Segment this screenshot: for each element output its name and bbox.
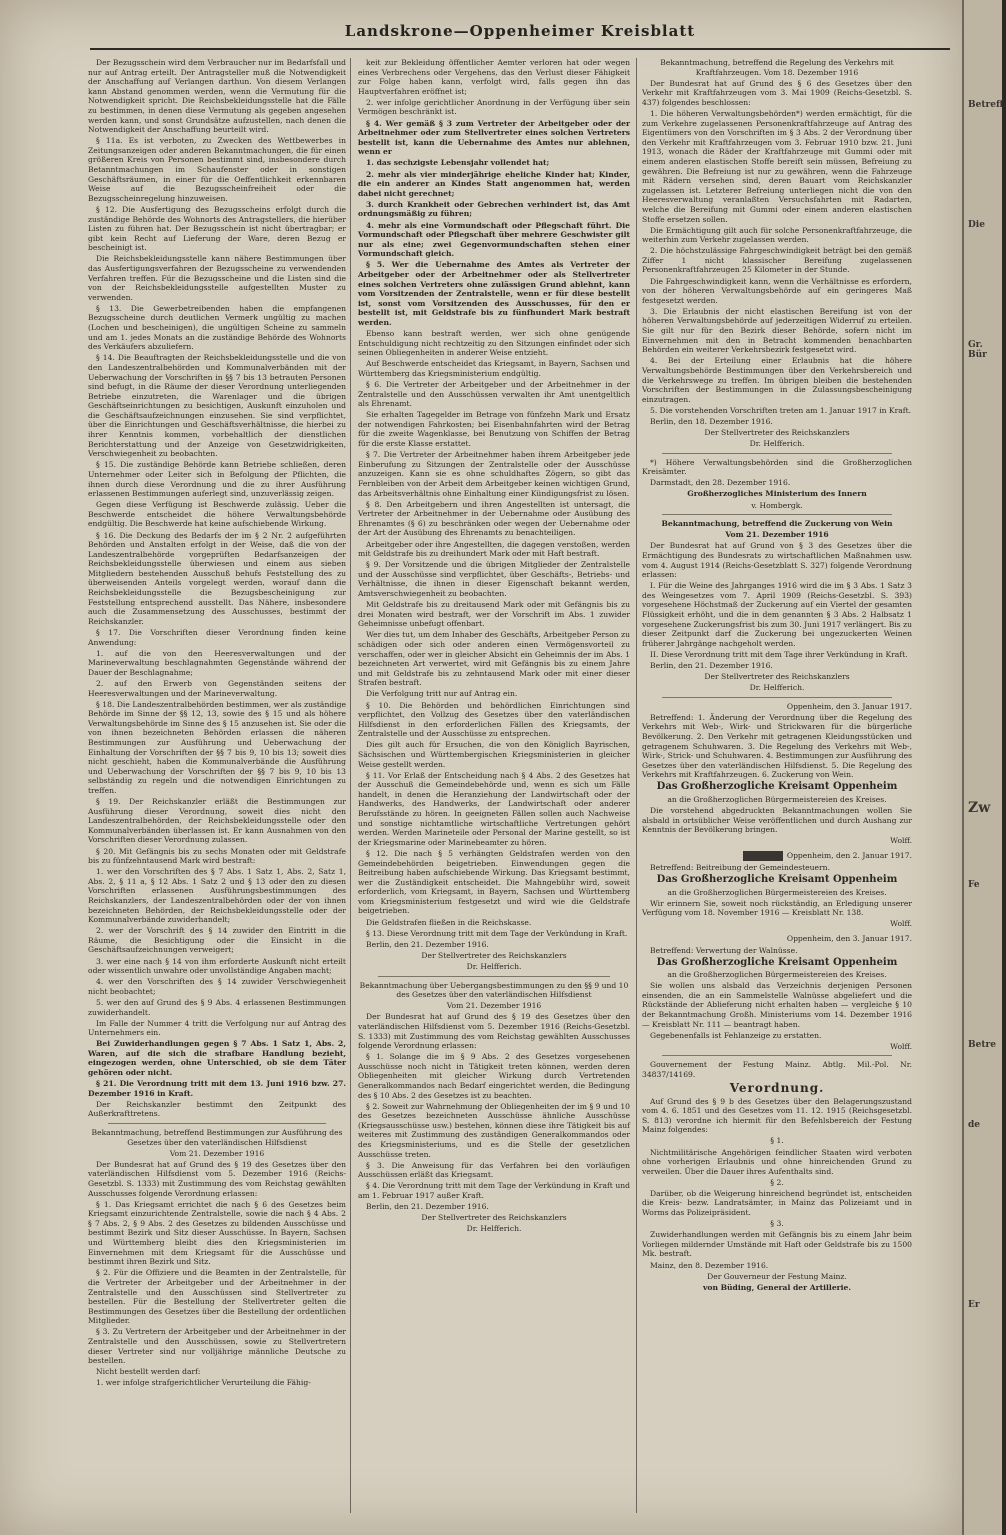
paragraph: § 11a. Es ist verboten, zu Zwecken des Wettbewerbes in Zeitungsanzeigen oder anderen Bekanntmachungen, die für einen größeren Kreis von Personen bestimmt sind, insbesondere durch Betanntmachungen im Schaufenster oder in sonstigen Geschäftsräumen, in einer für die Oeffentlichkeit erkennbaren Weise auf die Bezugsscheinfreiheit oder die Bezugsscheinregelung hinzuweisen. — [88, 136, 346, 203]
paragraph: keit zur Bekleidung öffentlicher Aemter verloren hat oder wegen eines Verbrechens oder Vergehens, das den Verlust dieser Fähigkeit zur Folge haben kann, verfolgt wird, falls gegen ihn das Hauptverfahren eröffnet ist; — [358, 58, 630, 96]
paragraph: 3. durch Krankheit oder Gebrechen verhindert ist, das Amt ordnungsmäßig zu führen; — [358, 199, 630, 219]
paragraph: Bei Zuwiderhandlungen gegen § 7 Abs. 1 Satz 1, Abs. 2, Waren, auf die sich die strafbare Handlung bezieht, eingezogen werden, ohne Unterschied, ob sie dem Täter gehören oder nicht. — [88, 1039, 346, 1078]
edge-text: Betreff. — [968, 100, 1006, 110]
ordinance-heading: Verordnung. — [729, 1081, 825, 1096]
signature-name: Dr. Helfferich. — [466, 1224, 522, 1234]
footnote: *) Höhere Verwaltungsbehörden sind die Großherzoglichen Kreisämter. — [642, 457, 912, 477]
paragraph: 3. wer eine nach § 14 von ihm erforderte Auskunft nicht erteilt oder wissentlich unwahre oder unvollständige Angaben macht; — [88, 956, 346, 976]
signature-name: v. Hombergk. — [751, 500, 803, 510]
signature-place-date: Berlin, den 21. Dezember 1916. — [366, 939, 489, 949]
divider — [662, 1055, 892, 1056]
signature-name: von Büding, General der Artillerie. — [702, 1282, 852, 1292]
issuer-heading: Das Großherzogliche Kreisamt Oppenheim — [656, 956, 898, 968]
paragraph: § 8. Den Arbeitgebern und ihren Angestellten ist untersagt, die Vertreter der Arbeitnehmer in der Uebernahme oder Ausübung des Ehrenamtes (§ 6) zu beschränken oder wegen der Uebernahme oder der Art der Ausübung des Ehrenamts zu benachteiligen. — [358, 499, 630, 538]
paragraph: Nicht bestellt werden darf: — [96, 1367, 201, 1377]
paragraph: Betreffend: 1. Änderung der Verordnung über die Regelung des Verkehrs mit Web-, Wirk- und Strickwaren für die bürgerliche Bevölkerung. 2. Den Verkehr mit getragenen Kleidungsstücken und getragenem Schuhwaren. 3. Die Regelung des Verkehrs mit Web-, Wirk-, Strick- und Schuhwaren. 4. Bestimmungen zur Ausführung des Gesetzes über den vaterländischen Hilfsdienst. 5. Die Regelung des Verkehrs mit Kraftfahrzeugen. 6. Zuckerung von Wein. — [642, 712, 912, 780]
paragraph: § 1. Solange die im § 9 Abs. 2 des Gesetzes vorgesehenen Ausschüsse noch nicht in Tätigkeit treten können, werden deren Obliegenheiten mit gleicher Wirkung durch Vertretenden Generalkommandos nach Bedarf eingerichtet werden, die Bedingung des § 10 Abs. 2 des Gesetzes ist zu beachten. — [358, 1052, 630, 1100]
column-1 — [88, 58, 346, 1513]
paragraph: Der Bundesrat hat auf Grund des § 6 des Gesetzes über den Verkehr mit Kraftfahrzeugen vom 3. Mai 1909 (Reichs-Gesetzbl. S. 437) folgendes beschlossen: — [642, 78, 912, 107]
notice-heading: Bekanntmachung, betreffend die Zuckerung von Wein — [661, 519, 893, 529]
paragraph: Der Bundesrat hat auf Grund von § 3 des Gesetzes über die Ermächtigung des Bundesrats zu wirtschaftlichen Maßnahmen usw. vom 4. August 1914 (Reichs-Gesetzblatt S. 327) folgende Verordnung erlassen: — [642, 541, 912, 580]
paragraph: 5. Die vorstehenden Vorschriften treten am 1. Januar 1917 in Kraft. — [650, 405, 912, 415]
paragraph: § 12. Die nach § 5 verhängten Geldstrafen werden von den Gemeindebehörden beigetrieben. Einwendungen gegen die Beitreibung haben aufschiebende Wirkung. Das Kriegsamt bestimmt, wer die Zuständigkeit entscheidet. Die Mahngebühr wird, soweit erforderlich, vom Kriegsamt, in Bayern, Sachsen und Württemberg vom Kriegsministerium festgesetzt und wird wie die Geldstrafe beigetrieben. — [358, 848, 630, 916]
paragraph: 4. mehr als eine Vormundschaft oder Pflegschaft führt. Die Vormundschaft oder Pflegschaft über mehrere Geschwister gilt nur als eine; zwei Gegenvormundschaften stehen einer Vormundschaft gleich. — [358, 220, 630, 259]
paragraph: Auf Grund des § 9 b des Gesetzes über den Belagerungszustand vom 4. 6. 1851 und des Gesetzes vom 11. 12. 1915 (Reichsgesetzbl. S. 813) verordne ich hiermit für den Befehlsbereich der Festung Mainz folgendes: — [642, 1096, 912, 1135]
signature-title: Der Stellvertreter des Reichskanzlers — [421, 950, 567, 960]
divider — [662, 514, 892, 515]
notice-date: Oppenheim, den 3. Januar 1917. — [786, 701, 912, 711]
signature-name: Dr. Helfferich. — [466, 961, 522, 971]
edge-text: Zw — [968, 800, 991, 816]
paragraph: 4. wer den Vorschriften des § 14 zuwider Verschwiegenheit nicht beobachtet; — [88, 977, 346, 996]
signature-title: Großherzogliches Ministerium des Innern — [687, 489, 867, 499]
edge-text: de — [968, 1120, 981, 1130]
paragraph: Ebenso kann bestraft werden, wer sich ohne genügende Entschuldigung nicht rechtzeitig zu den Sitzungen einfindet oder sich seinen Obliegenheiten in anderer Weise entzieht. — [358, 329, 630, 358]
notice-date: Vom 21. Dezember 1916 — [169, 1148, 265, 1158]
column-3 — [642, 58, 912, 1513]
paragraph: 4. Bei der Erteilung einer Erlaubnis hat die höhere Verwaltungsbehörde Bestimmungen über den Verkehrsbereich und die Verkehrswege zu treffen. Im übrigen bleiben die bestehenden Vorschriften der Bestimmungen in die Zulassungsbescheinigung einzutragen. — [642, 356, 912, 404]
paragraph: 1. wer den Vorschriften des § 7 Abs. 1 Satz 1, Abs. 2, Satz 1, Abs. 2, § 11 a, § 12 Abs. 1 Satz 2 und § 13 oder den zu diesen Vorschriften erlassenen Ausführungsbestimmungen des Reichskanzlers, der Landeszentralbehörden oder der von ihnen bezeichneten Behörden, der Reichsbekleidungsstelle oder der Kommunalverbände zuwiderhandelt; — [88, 867, 346, 925]
paragraph: § 7. Die Vertreter der Arbeitnehmer haben ihrem Arbeitgeber jede Einberufung zu Sitzungen der Zentralstelle oder der Ausschüsse anzuzeigen. Kann sie es ohne schuldhaftes Zögern, so gibt das Fernbleiben von der Arbeit dem Arbeitgeber keinen wichtigen Grund, das Arbeitsverhältnis ohne Einhaltung einer Kündigungsfrist zu lösen. — [358, 450, 630, 498]
paragraph: Wer dies tut, um dem Inhaber des Geschäfts, Arbeitgeber Person zu schädigen oder sich oder anderen einen Vermögensvorteil zu verschaffen, oder wer in gleicher Absicht ein Geheimnis der im Abs. 1 bezeichneten Art verwertet, wird mit Gefängnis bis zu einem Jahre und mit Geldstrafe bis zu zehntausend Mark oder mit einer dieser Strafen bestraft. — [358, 630, 630, 688]
paragraph: § 3. Zu Vertretern der Arbeitgeber und der Arbeitnehmer in der Zentralstelle und den Ausschüssen, sowie zu Stellvertretern dieser Vertreter sind nur volljährige männliche Deutsche zu bestellen. — [88, 1327, 346, 1366]
paragraph: 2. Die höchstzulässige Fahrgeschwindigkeit beträgt bei den gemäß Ziffer 1 nicht klassischer Bereifung zugelassenen Personenkraftfahrzeugen 25 Kilometer in der Stunde. — [642, 246, 912, 275]
signature-name: Dr. Helfferich. — [749, 439, 805, 449]
paragraph: 2. mehr als vier minderjährige eheliche Kinder hat; Kinder, die ein anderer an Kindes Statt angenommen hat, werden dabei nicht gerechnet; — [358, 169, 630, 198]
paragraph: Im Falle der Nummer 4 tritt die Verfolgung nur auf Antrag des Unternehmers ein. — [88, 1018, 346, 1038]
paragraph: § 10. Die Behörden und behördlichen Einrichtungen sind verpflichtet, den Vollzug des Gesetzes über den vaterländischen Hilfsdienst in den erforderlichen Fällen des Kriegsamts, der Zentralstelle und der Ausschüsse zu entsprechen. — [358, 700, 630, 739]
signature-name: Dr. Helfferich. — [749, 683, 805, 693]
notice-heading: Bekanntmachung, betreffend die Regelung des Verkehrs mit Kraftfahrzeugen. Vom 18. Dezember 1916 — [660, 58, 894, 77]
paragraph: Die vorstehend abgedruckten Bekanntmachungen wollen Sie alsbald in ortsüblicher Weise veröffentlichen und durch Aushang zur Kenntnis der Bevölkerung bringen. — [642, 806, 912, 835]
paragraph: Arbeitgeber oder ihre Angestellten, die dagegen verstoßen, werden mit Geldstrafe bis zu dreihundert Mark oder mit Haft bestraft. — [358, 539, 630, 559]
paragraph: Die Geldstrafen fließen in die Reichskasse. — [366, 917, 532, 927]
paragraph: Die Ermächtigung gilt auch für solche Personenkraftfahrzeuge, die weiterhin zum Verkehr zugelassen werden. — [642, 225, 912, 245]
signature-name: Wolff. — [890, 919, 912, 929]
notice-heading: Bekanntmachung, betreffend Bestimmungen zur Ausführung des Gesetzes über den vaterländischen Hilfsdienst — [91, 1128, 343, 1147]
paragraph: Gouvernement der Festung Mainz. Abtlg. Mil.-Pol. Nr. 34837/14169. — [642, 1060, 912, 1079]
signature-name: Wolff. — [890, 836, 912, 846]
paragraph: Der Bundesrat hat auf Grund des § 19 des Gesetzes über den vaterländischen Hilfsdienst vom 5. Dezember 1916 (Reichs-Gesetzbl. S. 1333) mit Zustimmung des vom Reichstag gewählten Ausschusses folgende Verordnung erlassen: — [88, 1159, 346, 1198]
adjacent-page-edge — [962, 0, 1006, 1535]
paragraph: § 2. Soweit zur Wahrnehmung der Obliegenheiten der im § 9 und 10 des Gesetzes bezeichneten Ausschüsse ähnliche Ausschüsse (Kriegsausschüsse usw.) bestehen, können diese ihre Tätigkeit bis auf weiteres mit Zustimmung des zuständigen Generalkommandos oder des Kriegsministeriums, und es die Stelle der gesetzlichen Ausschüsse treten. — [358, 1101, 630, 1159]
edge-text: Betre — [968, 1040, 996, 1050]
masthead: Landskrone—Oppenheimer Kreisblatt — [90, 22, 950, 50]
notice-date: Vom 21. Dezember 1916 — [725, 530, 829, 540]
paragraph: Mit Geldstrafe bis zu dreitausend Mark oder mit Gefängnis bis zu drei Monaten wird bestraft, wer der Vorschrift im Abs. 1 zuwider Geheimnisse unbefugt offenbart. — [358, 600, 630, 629]
paragraph: Die Verfolgung tritt nur auf Antrag ein. — [366, 689, 518, 699]
paragraph: Betreffend: Beitreibung der Gemeindesteuern. — [650, 862, 830, 872]
paragraph: § 3. Die Anweisung für das Verfahren bei den vorläufigen Ausschüssen erläßt das Kriegsamt. — [358, 1160, 630, 1180]
paragraph: § 21. Die Verordnung tritt mit dem 13. Juni 1916 bzw. 27. Dezember 1916 in Kraft. — [88, 1079, 346, 1098]
paragraph: § 12. Die Ausfertigung des Bezugsscheins erfolgt durch die zuständige Behörde des Wohnorts des Antragstellers, die hierüber Listen zu führen hat. Der Bezugsschein ist nicht übertragbar; er gibt kein Recht auf Lieferung der Ware, deren Bezug er bescheinigt ist. — [88, 204, 346, 253]
paragraph: Nichtmilitärische Angehörigen feindlicher Staaten wird verboten ohne vorherigen Erlaubnis und ohne hinreichenden Grund zu verweilen. Über die Dauer ihres Aufenthalts sind. — [642, 1147, 912, 1176]
section-number: § 2. — [770, 1177, 784, 1187]
paragraph: § 4. Die Verordnung tritt mit dem Tage der Verkündung in Kraft und am 1. Februar 1917 außer Kraft. — [358, 1181, 630, 1200]
paragraph: 2. wer der Vorschrift des § 14 zuwider den Eintritt in die Räume, die Besichtigung oder die Einsicht in die Geschäftsaufzeichnungen verweigert; — [88, 926, 346, 955]
divider — [662, 697, 892, 698]
paragraph: 2. wer infolge gerichtlicher Anordnung in der Verfügung über sein Vermögen beschränkt ist. — [358, 97, 630, 117]
paragraph: § 2. Für die Offiziere und die Beamten in der Zentralstelle, für die Vertreter der Arbeitgeber und der Arbeitnehmer in der Zentralstelle und den Ausschüssen sind Stellvertreter zu bestellen. Für die Bestellung der Stellvertreter gelten die Bestimmungen des Gesetzes über die Bestellung der ordentlichen Mitglieder. — [88, 1268, 346, 1326]
column-divider — [350, 58, 351, 1513]
paragraph: § 13. Die Gewerbetreibenden haben die empfangenen Bezugsscheine durch deutlichen Vermerk ungültig zu machen (Lochen und bescheinigen), die ungültigen Scheine zu sammeln und am 1. jedes Monats an die zuständige Behörde des Wohnorts des Verkäufers abzuliefern. — [88, 303, 346, 352]
divider — [662, 453, 892, 454]
edge-text: Gr. Bür — [968, 340, 987, 360]
paragraph: Der Reichskanzler bestimmt den Zeitpunkt des Außerkrafttretens. — [88, 1099, 346, 1119]
section-number: § 1. — [770, 1136, 784, 1146]
signature-title: Der Gouverneur der Festung Mainz. — [707, 1271, 847, 1281]
paragraph: § 20. Mit Gefängnis bis zu sechs Monaten oder mit Geldstrafe bis zu fünfzehntausend Mark wird bestraft: — [88, 846, 346, 866]
paragraph: § 15. Die zuständige Behörde kann Betriebe schließen, deren Unternehmer oder Leiter sich in Befolgung der Pflichten, die ihnen durch diese Verordnung und die zu ihrer Ausführung erlassenen Bestimmungen auferlegt sind, unzuverlässig zeigen. — [88, 460, 346, 499]
paragraph: 2. auf den Erwerb von Gegenständen seitens der Heeresverwaltungen und der Marineverwaltung. — [88, 678, 346, 698]
paragraph: 1. auf die von den Heeresverwaltungen und der Marineverwaltung beschlagnahmten Gegenstände während der Dauer der Beschlagnahme; — [88, 648, 346, 677]
paragraph: Gegen diese Verfügung ist Beschwerde zulässig. Ueber die Beschwerde entscheidet die höhere Verwaltungsbehörde endgültig. Die Beschwerde hat keine aufschiebende Wirkung. — [88, 500, 346, 529]
place-date: Darmstadt, den 28. Dezember 1916. — [650, 478, 791, 488]
paragraph: Zuwiderhandlungen werden mit Gefängnis bis zu einem Jahr beim Vorliegen mildernder Umstände mit Haft oder Geldstrafe bis zu 1500 Mk. bestraft. — [642, 1230, 912, 1259]
paragraph: 5. wer den auf Grund des § 9 Abs. 4 erlassenen Bestimmungen zuwiderhandelt. — [88, 997, 346, 1017]
paragraph: § 9. Der Vorsitzende und die übrigen Mitglieder der Zentralstelle und der Ausschüsse sind verpflichtet, über Geschäfts-, Betriebs- und Verhältnisse, die ihnen in dieser Eigenschaft bekannt werden, Amtsverschwiegenheit zu beobachten. — [358, 560, 630, 598]
paragraph: Auf Beschwerde entscheidet das Kriegsamt, in Bayern, Sachsen und Württemberg das Kriegsministerium endgültig. — [358, 359, 630, 378]
paragraph: 1. das sechzigste Lebensjahr vollendet hat; — [366, 158, 550, 168]
signature-name: Wolff. — [890, 1041, 912, 1051]
paragraph: § 14. Die Beauftragten der Reichsbekleidungsstelle und die von den Landeszentralbehörden und Kommunalverbänden mit der Ueberwachung der Vorschriften in §§ 7 bis 13 betrauten Personen sind befugt, in die Räume der dieser Verordnung unterliegenden Betriebe einzutreten, die Warenlager und die übrigen Geschäftseinrichtungen zu besichtigen, Auskunft einzuholen und die Geschäftsaufzeichnungen einzusehen. Sie sind verpflichtet, über die Einrichtungen und Geschäftsverhältnisse, die hierbei zu ihrer Kenntnis kommen, vorbehaltlich der dienstlichen Berichterstattung und der Anzeige von Gesetzwidrigkeiten, Verschwiegenheit zu beobachten. — [88, 353, 346, 459]
issuer-heading: Das Großherzogliche Kreisamt Oppenheim — [656, 874, 898, 886]
paragraph: § 4. Wer gemäß § 3 zum Vertreter der Arbeitgeber oder der Arbeitnehmer oder zum Stellvertreter eines solchen Vertreters bestellt ist, kann die Uebernahme des Amtes nur ablehnen, wenn er — [358, 118, 630, 157]
notice-date: Vom 21. Dezember 1916 — [446, 1001, 542, 1011]
paragraph: § 13. Diese Verordnung tritt mit dem Tage der Verkündung in Kraft. — [366, 928, 628, 938]
paragraph: Darüber, ob die Weigerung hinreichend begründet ist, entscheiden die Kreis- bezw. Landratsämter, in Mainz das Polizeiamt und in Worms das Polizeipräsident. — [642, 1188, 912, 1218]
notice-date: Oppenheim, den 3. Januar 1917. — [786, 934, 912, 944]
paragraph: Dies gilt auch für Ersuchen, die von den Königlich Bayrischen, Sächsischen und Württembergischen Kriegsministerien in gleicher Weise gestellt werden. — [358, 740, 630, 769]
paragraph: § 17. Die Vorschriften dieser Verordnung finden keine Anwendung: — [88, 627, 346, 647]
signature-place-date: Berlin, den 21. Dezember 1916. — [366, 1202, 489, 1212]
addressee: an die Großherzoglichen Bürgermeistereien des Kreises. — [667, 970, 887, 980]
paragraph: § 11. Vor Erlaß der Entscheidung nach § 4 Abs. 2 des Gesetzes hat der Ausschuß die Gemeindebehörde und, wenn es sich um Fälle handelt, in denen die Heranziehung der Landwirtschaft oder der Handwerks, des Handwerks, der Landwirtschaft oder anderer Berufsstände zu hören. In geeigneten Fällen sollen auch Nachweise und sonstige nichtamtliche wirtschaftliche Vertretungen gehört werden. Werden Marineteile oder Personal der Marine gestellt, so ist der Kriegsmarine oder Marinebeamter zu hören. — [358, 770, 630, 847]
paragraph: I. Für die Weine des Jahrganges 1916 wird die im § 3 Abs. 1 Satz 3 des Weingesetzes vom 7. April 1909 (Reichs-Gesetzbl. S. 393) vorgesehene Höchstmaß der Zuckerung auf ein Viertel der gesamten Flüssigkeit erhöht, und die in dem genannten § 3 Abs. 2 Halbsatz 1 vorgesehene Zuckerungsfrist bis zum 30. Juni 1917 verlängert. Bis zu dieser Zeitpunkt darf die Zuckerung bei ungezuckerten Weinen früherer Jahrgänge nachgeholt werden. — [642, 581, 912, 648]
column-divider — [636, 58, 637, 1513]
addressee: an die Großherzoglichen Bürgermeistereien des Kreises. — [667, 794, 887, 804]
paragraph: 3. Die Erlaubnis der nicht elastischen Bereifung ist von der höheren Verwaltungsbehörde auf jederzeitigen Widerruf zu erteilen. Sie gilt nur für den Bezirk dieser Behörde, sofern nicht im Einvernehmen mit den in Betracht kommenden benachbarten Behörden ein weiterer Verkehrsbezirk festgesetzt wird. — [642, 306, 912, 355]
paragraph: § 18. Die Landeszentralbehörden bestimmen, wer als zuständige Behörde im Sinne der §§ 12, 13, sowie des § 15 und als höhere Verwaltungsbehörde im Sinne des § 15 anzusehen ist. Sie oder die von ihnen bezeichneten Behörden erlassen die näheren Bestimmungen zur Ausführung und Ueberwachung der Einhaltung der Vorschriften der §§ 7 bis 9, 10 bis 13; soweit dies nicht geschieht, haben die Kommunalverbände die Ausführung und Ueberwachung der Vorschriften der §§ 7 bis 9, 10 bis 13 selbständig zu regeln und die notwendigen Einrichtungen zu treffen. — [88, 699, 346, 795]
paragraph: § 6. Die Vertreter der Arbeitgeber und der Arbeitnehmer in der Zentralstelle und den Ausschüssen verwalten ihr Amt unentgeltlich als Ehrenamt. — [358, 380, 630, 409]
section-number: § 3. — [770, 1219, 784, 1229]
signature-title: Der Stellvertreter des Reichskanzlers — [704, 427, 850, 437]
notice-heading: Bekanntmachung über Uebergangsbestimmungen zu den §§ 9 und 10 des Gesetzes über den vaterländischen Hilfsdienst — [359, 980, 629, 1000]
paragraph: Sie wollen uns alsbald das Verzeichnis derjenigen Personen einsenden, die an ein Sammelstelle Walnüsse abgeliefert und die Rückstände der Ablieferung nicht erhalten haben — vergleiche § 10 der Bekanntmachung Großh. Ministeriums vom 14. Dezember 1916 — Kreisblatt Nr. 111 — beantragt haben. — [642, 981, 912, 1029]
place-date: Mainz, den 8. Dezember 1916. — [650, 1260, 769, 1270]
edge-text: Fe — [968, 880, 980, 890]
paragraph: § 19. Der Reichskanzler erläßt die Bestimmungen zur Ausführung dieser Verordnung, soweit dies nicht den Landeszentralbehörden, der Reichsbekleidungsstelle oder den Kommunalverbänden überlassen ist. Er kann Ausnahmen von den Vorschriften dieser Verordnung zulassen. — [88, 797, 346, 845]
paragraph: Gegebenenfalls ist Fehlanzeige zu erstatten. — [650, 1030, 822, 1040]
paragraph: Der Bundesrat hat auf Grund des § 19 des Gesetzes über den vaterländischen Hilfsdienst vom 5. Dezember 1916 (Reichs-Gesetzbl. S. 1333) mit Zustimmung des vom Reichstag gewählten Ausschusses folgende Verordnung erlassen: — [358, 1012, 630, 1051]
paragraph: Der Bezugsschein wird dem Verbraucher nur im Bedarfsfall und nur auf Antrag erteilt. Der Antragsteller muß die Notwendigkeit der Anschaffung auf Verlangen darthun. Von diesem Verlangen kann Abstand genommen werden, wenn die Vermutung für die Notwendigkeit spricht. Die Reichsbekleidungsstelle hat die Fälle zu bestimmen, in denen diese Vermutung als gegeben angesehen werden kann, und sonst Grundsätze aufzustellen, nach denen die Notwendigkeit der Anschaffung beurteilt wird. — [88, 58, 346, 135]
divider — [378, 976, 610, 977]
signature-place-date: Berlin, den 18. Dezember 1916. — [650, 416, 773, 426]
paragraph: § 5. Wer die Uebernahme des Amtes als Vertreter der Arbeitgeber oder der Arbeitnehmer oder als Stellvertreter eines solchen Vertreters ohne zulässigen Grund ablehnt, kann vom Vorsitzenden der Zentralstelle, wenn er für diese bestellt ist, sonst vom Vorsitzenden des Ausschusses, für den er bestellt ist, mit Geldstrafe bis zu fünfhundert Mark bestraft werden. — [358, 260, 630, 327]
addressee: an die Großherzoglichen Bürgermeistereien des Kreises. — [667, 887, 887, 897]
signature-title: Der Stellvertreter des Reichskanzlers — [421, 1213, 567, 1223]
paragraph: Sie erhalten Tagegelder im Betrage von fünfzehn Mark und Ersatz der notwendigen Fahrkosten; bei Eisenbahnfahrten wird der Betrag für die zweite Wagenklasse, bei Benutzung von Schiffen der Betrag für die erste Klasse erstattet. — [358, 410, 630, 449]
paragraph: Die Reichsbekleidungsstelle kann nähere Bestimmungen über das Ausfertigungsverfahren der Bezugsscheine zu verwendenden Verfahren treffen. Für die Bezugsscheine und die Listen sind die von der Reichsbekleidungsstelle aufgestellten Muster zu verwenden. — [88, 254, 346, 302]
paragraph: § 16. Die Deckung des Bedarfs der im § 2 Nr. 2 aufgeführten Behörden und Anstalten erfolgt in der Weise, daß die von der Landeszentralbehörde vorgeprüften Bedarfsanzeigen der Reichsbekleidungsstelle überwiesen und einem aus sieben Mitgliedern bestehenden Ausschuß behufs Feststellung des zu überweisenden Anteils vorgelegt werden, worauf dann die Reichsbekleidungsstelle die Bezugsbescheinigung zur Feststellung entsprechend ausstellt. Das Nähere, insbesondere auch die Zusammensetzung des Ausschusses, bestimmt der Reichskanzler. — [88, 530, 346, 626]
column-2 — [358, 58, 630, 1513]
signature-title: Der Stellvertreter des Reichskanzlers — [704, 672, 850, 682]
paragraph: Wir erinnern Sie, soweit noch rückständig, an Erledigung unserer Verfügung vom 18. November 1916 — Kreisblatt Nr. 138. — [642, 898, 912, 918]
paragraph: 1. Die höheren Verwaltungsbehörden*) werden ermächtigt, für die zum Verkehre zugelassenen Personenkraftfahrzeuge auf Antrag des Eigentümers von den Vorschriften im § 3 Abs. 2 der Verordnung über den Verkehr mit Kraftfahrzeugen vom 3. Februar 1910 bzw. 21. Juni 1913, wonach die Räder der Kraftfahrzeuge mit Gummi oder mit einem anderen elastischen Stoffe bereift sein müssen, Befreiung zu gewähren. Die Befreiung ist nur zu gewähren, wenn die Fahrzeuge mit Rädern versehen sind, deren Bauart vom Reichskanzler zugelassen ist. Letzterer Befreiung unterliegen nicht die von den Heeresverwaltung veranlaßten Versuchsfahrten mit Radarten, welche die Bereifung mit Gummi oder einem anderen elastischen Stoffe ersetzen sollen. — [642, 108, 912, 224]
signature-place-date: Berlin, den 21. Dezember 1916. — [650, 660, 773, 670]
paragraph: § 1. Das Kriegsamt errichtet die nach § 6 des Gesetzes beim Kriegsamt einzurichtende Zentralstelle, sowie die nach § 4 Abs. 2 § 7 Abs. 2, § 9 Abs. 2 des Gesetzes zu bildenden Ausschüsse und bestimmt Bezirk und Sitz dieser Ausschüsse. In Bayern, Sachsen und Württemberg bleibt dies den Kriegsministerien im Einvernehmen mit dem Kriegsamt für die Ausschüsse und bestimmt ihren Bezirk und Sitz. — [88, 1199, 346, 1267]
divider — [108, 1123, 326, 1124]
paragraph: Betreffend: Verwertung der Walnüsse. — [650, 945, 798, 955]
notice-date: Oppenheim, den 2. Januar 1917. — [642, 851, 912, 861]
paragraph: II. Diese Verordnung tritt mit dem Tage ihrer Verkündung in Kraft. — [650, 649, 908, 659]
edge-text: Die — [968, 220, 985, 230]
paragraph: Die Fahrgeschwindigkeit kann, wenn die Verhältnisse es erfordern, von der höheren Verwaltungsbehörde auf ein geringeres Maß festgesetzt werden. — [642, 276, 912, 305]
issuer-heading: Das Großherzogliche Kreisamt Oppenheim — [656, 781, 898, 793]
paragraph: 1. wer infolge strafgerichtlicher Verurteilung die Fähig- — [96, 1378, 311, 1388]
edge-text: Er — [968, 1300, 980, 1310]
